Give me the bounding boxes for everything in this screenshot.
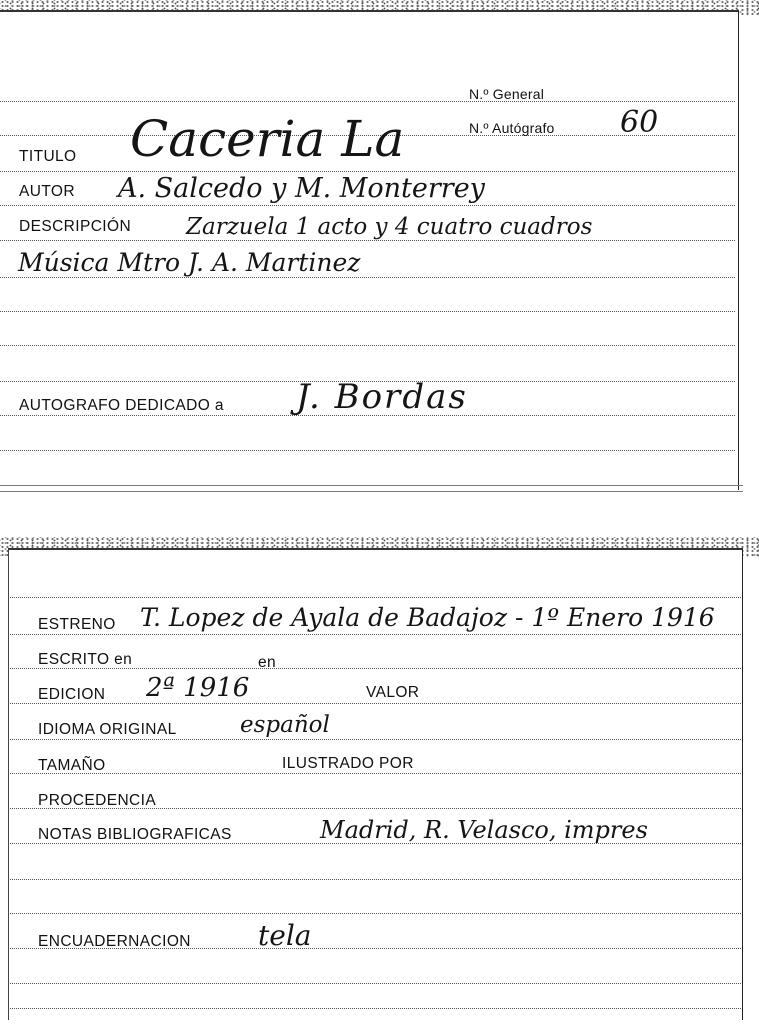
rule [0,240,735,241]
card-bottom-edge [0,485,743,486]
rule [0,101,735,102]
edicion-label: EDICION [38,686,106,703]
estreno-value: T. Lopez de Ayala de Badajoz - 1º Enero 1916 [140,603,715,632]
encuadernacion-label: ENCUADERNACION [38,933,191,950]
rule [0,277,735,278]
card-bottom-edge [0,491,743,492]
autografo-dedicado-label: AUTOGRAFO DEDICADO a [19,397,224,414]
encuadernacion-value: tela [258,919,312,952]
notas-bibliograficas-value: Madrid, R. Velasco, impres [320,816,648,844]
rule [10,597,741,598]
estreno-label: ESTRENO [38,616,116,633]
tamano-label: TAMAÑO [38,757,106,774]
numero-autografo-value: 60 [620,105,659,140]
rule [0,311,735,312]
autor-label: AUTOR [19,183,75,200]
procedencia-label: PROCEDENCIA [38,792,157,809]
descripcion-label: DESCRIPCIÓN [19,218,132,235]
descripcion-value: Zarzuela 1 acto y 4 cuatro cuadros [186,214,593,240]
titulo-value: Caceria La [130,110,405,168]
idioma-original-value: español [240,712,330,738]
rule [0,205,735,206]
rule [0,345,735,346]
notas-bibliograficas-label: NOTAS BIBLIOGRAFICAS [38,826,232,843]
dedicado-value: J. Bordas [296,377,468,417]
escrito-en-label: ESCRITO en [38,651,133,668]
rule [0,450,735,451]
valor-label: VALOR [366,684,420,701]
numero-autografo-label: N.º Autógrafo [469,120,555,136]
rule [10,739,741,740]
titulo-label: TITULO [19,148,77,165]
ilustrado-por-label: ILUSTRADO POR [282,755,414,772]
musica-value: Música Mtro J. A. Martinez [18,248,361,277]
autor-value: A. Salcedo y M. Monterrey [118,173,485,204]
numero-general-label: N.º General [469,86,545,102]
rule [10,703,741,704]
idioma-original-label: IDIOMA ORIGINAL [38,721,177,738]
rule [10,983,741,984]
rule [10,1008,741,1009]
rule [10,913,741,914]
rule [10,668,741,669]
rule [10,879,741,880]
edicion-value: 2ª 1916 [146,673,250,703]
rule [10,773,741,774]
rule [10,634,741,635]
rule [0,171,735,172]
escrito-en-secondary-label: en [258,654,277,671]
